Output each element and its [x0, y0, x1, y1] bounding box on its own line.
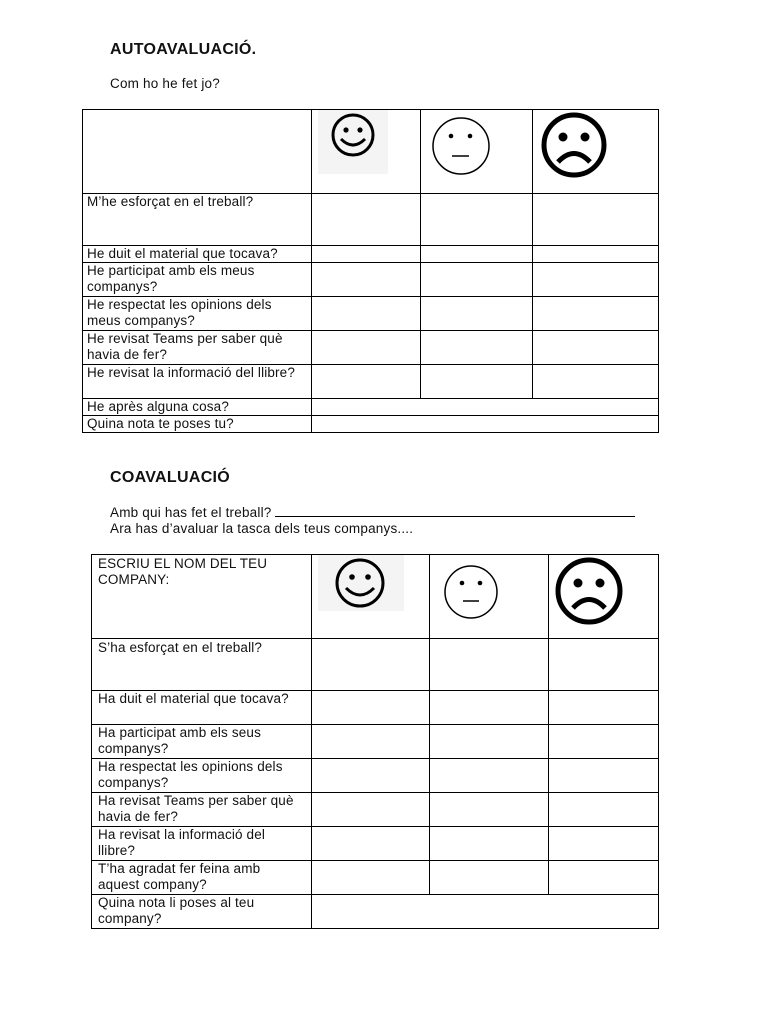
auto-cell[interactable]: [421, 194, 533, 246]
auto-cell[interactable]: [533, 194, 659, 246]
co-cell[interactable]: [430, 861, 549, 895]
auto-row-label: He revisat Teams per saber què havia de fer?: [83, 331, 312, 365]
auto-subtitle: Com ho he fet jo?: [110, 76, 220, 91]
auto-cell[interactable]: [533, 263, 659, 297]
co-cell[interactable]: [312, 639, 430, 691]
smiley-sad-icon: [551, 556, 627, 628]
auto-cell[interactable]: [421, 263, 533, 297]
auto-header-happy: [312, 110, 421, 194]
auto-cell[interactable]: [312, 194, 421, 246]
co-cell[interactable]: [312, 725, 430, 759]
co-table: [91, 554, 659, 929]
auto-row-label: He revisat la informació del llibre?: [83, 365, 312, 399]
auto-cell[interactable]: [312, 331, 421, 365]
co-cell[interactable]: [312, 861, 430, 895]
auto-cell[interactable]: [533, 331, 659, 365]
co-cell[interactable]: [312, 793, 430, 827]
auto-header-empty: [83, 110, 312, 194]
co-row-label: Ha revisat la informació del llibre?: [92, 827, 312, 861]
co-row-label: Quina nota li poses al teu company?: [92, 895, 312, 929]
co-cell[interactable]: [549, 827, 659, 861]
co-cell[interactable]: [549, 639, 659, 691]
co-partner-question: Amb qui has fet el treball?: [110, 505, 272, 520]
auto-table: [82, 109, 659, 433]
co-row-label: Ha revisat Teams per saber què havia de fer?: [92, 793, 312, 827]
co-cell[interactable]: [430, 827, 549, 861]
co-cell[interactable]: [549, 691, 659, 725]
smiley-sad-icon: [539, 112, 613, 182]
co-cell[interactable]: [549, 793, 659, 827]
auto-grade-cell[interactable]: [312, 416, 659, 433]
co-row-label: Ha participat amb els seus companys?: [92, 725, 312, 759]
auto-header-neutral: [421, 110, 533, 194]
co-instructions: Ara has d’avaluar la tasca dels teus companys....: [110, 521, 414, 536]
auto-cell[interactable]: [533, 246, 659, 263]
auto-cell[interactable]: [533, 297, 659, 331]
co-cell[interactable]: [312, 759, 430, 793]
co-partner-line: [110, 504, 635, 520]
co-row-label: Ha respectat les opinions dels companys?: [92, 759, 312, 793]
co-cell[interactable]: [312, 691, 430, 725]
auto-row-label: M’he esforçat en el treball?: [83, 194, 312, 246]
auto-row-label: He duit el material que tocava?: [83, 246, 312, 263]
co-title: COAVALUACIÓ: [110, 469, 231, 486]
co-cell[interactable]: [430, 759, 549, 793]
auto-cell[interactable]: [421, 331, 533, 365]
co-cell[interactable]: [549, 861, 659, 895]
co-row-label: Ha duit el material que tocava?: [92, 691, 312, 725]
auto-cell[interactable]: [421, 246, 533, 263]
co-cell[interactable]: [430, 691, 549, 725]
auto-header-sad: [533, 110, 659, 194]
co-header-label: ESCRIU EL NOM DEL TEU COMPANY:: [92, 555, 312, 639]
co-cell[interactable]: [312, 827, 430, 861]
auto-cell[interactable]: [312, 297, 421, 331]
auto-cell[interactable]: [312, 263, 421, 297]
co-cell[interactable]: [549, 725, 659, 759]
auto-row-label: He après alguna cosa?: [83, 399, 312, 416]
co-cell[interactable]: [430, 639, 549, 691]
co-header-neutral: [430, 555, 549, 639]
auto-answer-cell[interactable]: [312, 399, 659, 416]
auto-row-label: He respectat les opinions dels meus companys?: [83, 297, 312, 331]
auto-cell[interactable]: [312, 365, 421, 399]
co-row-label: S’ha esforçat en el treball?: [92, 639, 312, 691]
auto-title: AUTOAVALUACIÓ.: [110, 41, 257, 58]
smiley-neutral-icon: [440, 561, 510, 631]
co-header-sad: [549, 555, 659, 639]
co-cell[interactable]: [430, 725, 549, 759]
co-row-label: T’ha agradat fer feina amb aquest company?: [92, 861, 312, 895]
smiley-happy-icon: [318, 555, 404, 611]
auto-cell[interactable]: [421, 297, 533, 331]
auto-row-label: Quina nota te poses tu?: [83, 416, 312, 433]
smiley-happy-icon: [318, 110, 388, 174]
co-partner-blank[interactable]: [275, 504, 635, 517]
co-cell[interactable]: [549, 759, 659, 793]
co-header-happy: [312, 555, 430, 639]
smiley-neutral-icon: [431, 114, 501, 184]
co-grade-cell[interactable]: [312, 895, 659, 929]
auto-cell[interactable]: [421, 365, 533, 399]
auto-cell[interactable]: [533, 365, 659, 399]
co-cell[interactable]: [430, 793, 549, 827]
auto-cell[interactable]: [312, 246, 421, 263]
auto-row-label: He participat amb els meus companys?: [83, 263, 312, 297]
